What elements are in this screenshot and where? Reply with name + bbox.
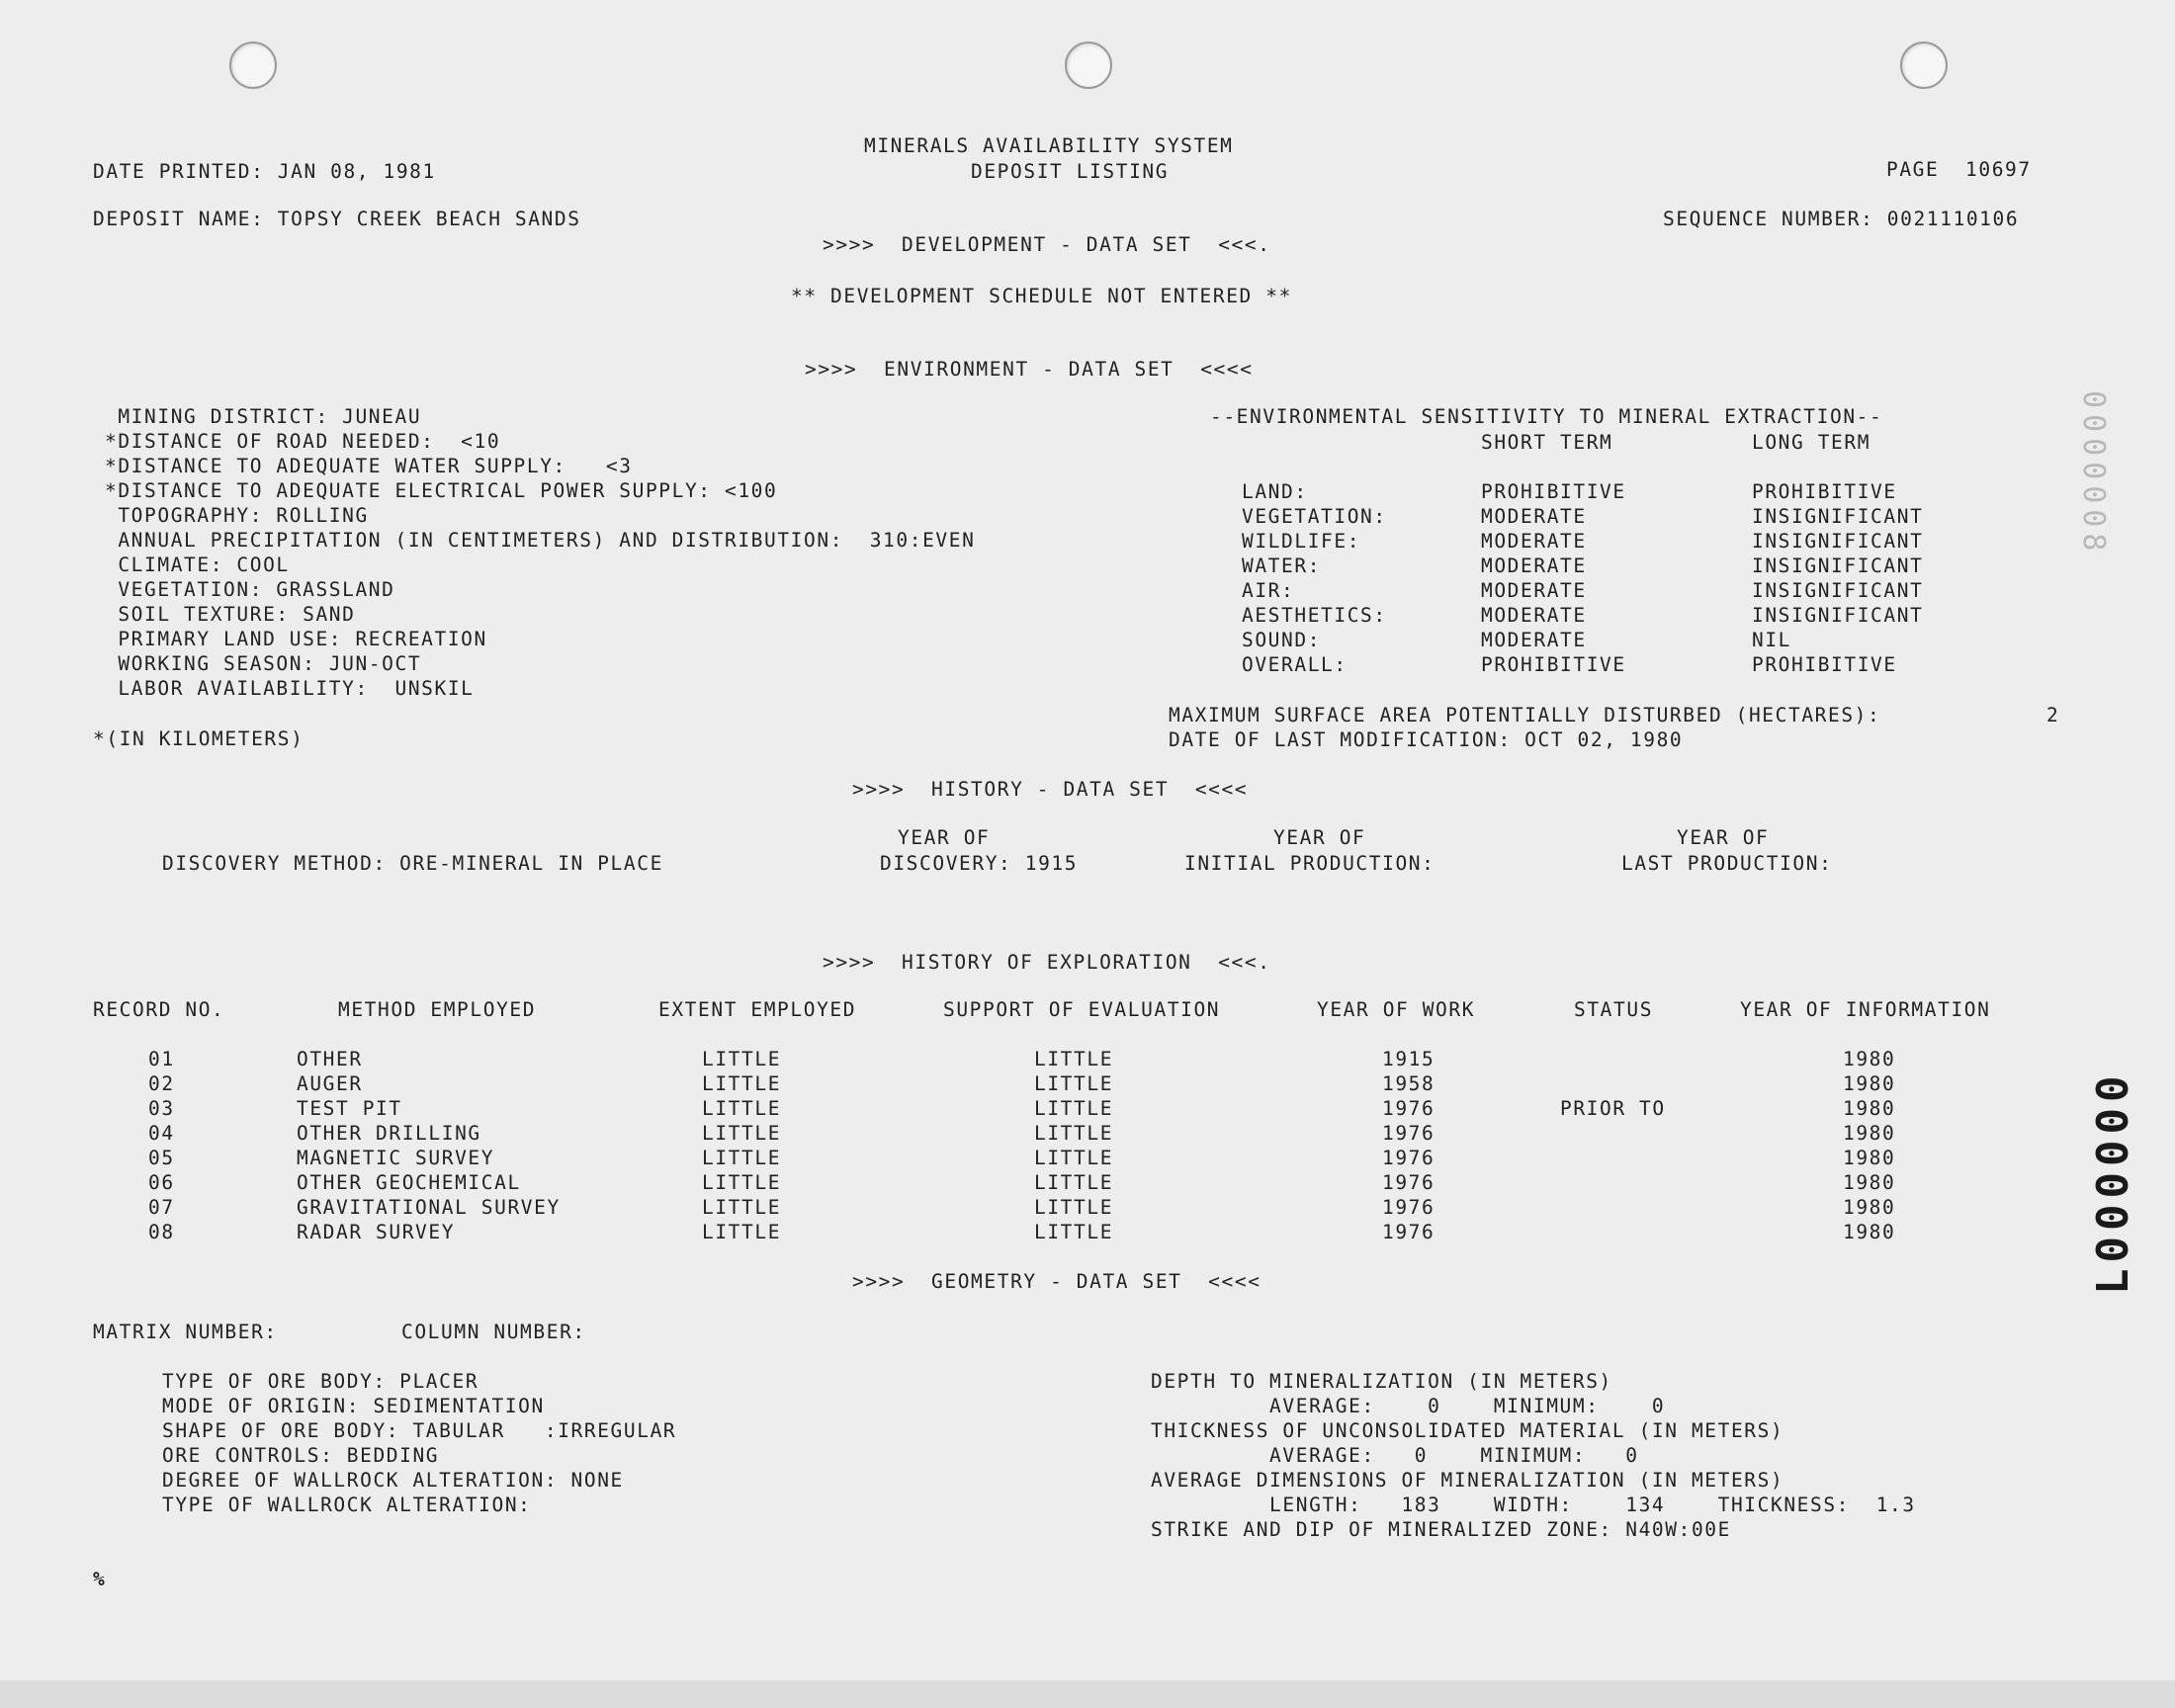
extent-cell: LITTLE (702, 1097, 782, 1120)
year-info-cell: 1980 (1843, 1122, 1896, 1145)
sensitivity-long: PROHIBITIVE (1752, 480, 1897, 503)
method-cell: TEST PIT (297, 1097, 402, 1120)
record-no-cell: 04 (148, 1122, 175, 1145)
record-no-cell: 06 (148, 1171, 175, 1194)
col-support: SUPPORT OF EVALUATION (943, 998, 1221, 1021)
sensitivity-short: PROHIBITIVE (1481, 653, 1626, 676)
sensitivity-label: OVERALL: (1242, 653, 1348, 676)
year-info-cell: 1980 (1843, 1147, 1896, 1169)
support-cell: LITTLE (1034, 1072, 1114, 1095)
year-of-last-label: YEAR OF (1677, 826, 1770, 849)
method-cell: GRAVITATIONAL SURVEY (297, 1196, 561, 1219)
geometry-line: LENGTH: 183 WIDTH: 134 THICKNESS: 1.3 (1151, 1494, 1916, 1516)
geometry-line: ORE CONTROLS: BEDDING (162, 1444, 440, 1467)
year-work-cell: 1976 (1382, 1221, 1436, 1243)
year-info-cell: 1980 (1843, 1171, 1896, 1194)
page-bottom-margin (0, 1680, 2175, 1708)
development-note: ** DEVELOPMENT SCHEDULE NOT ENTERED ** (791, 285, 1292, 307)
col-year-work: YEAR OF WORK (1317, 998, 1476, 1021)
column-number: COLUMN NUMBER: (401, 1321, 586, 1343)
env-line: MINING DISTRICT: JUNEAU (105, 405, 422, 428)
year-work-cell: 1958 (1382, 1072, 1436, 1095)
sensitivity-short: MODERATE (1481, 579, 1587, 602)
year-of-initial-label: YEAR OF (1273, 826, 1366, 849)
geometry-line: MODE OF ORIGIN: SEDIMENTATION (162, 1395, 545, 1417)
sensitivity-short: MODERATE (1481, 505, 1587, 528)
method-cell: RADAR SURVEY (297, 1221, 456, 1243)
sensitivity-short: MODERATE (1481, 604, 1587, 627)
extent-cell: LITTLE (702, 1072, 782, 1095)
last-modified: DATE OF LAST MODIFICATION: OCT 02, 1980 (1169, 728, 1684, 751)
year-work-cell: 1976 (1382, 1097, 1436, 1120)
extent-cell: LITTLE (702, 1196, 782, 1219)
support-cell: LITTLE (1034, 1122, 1114, 1145)
method-cell: OTHER (297, 1048, 363, 1070)
page-number: PAGE 10697 (1886, 158, 2032, 181)
geometry-line: DEPTH TO MINERALIZATION (IN METERS) (1151, 1370, 1612, 1393)
sensitivity-label: WATER: (1242, 555, 1322, 577)
short-term-label: SHORT TERM (1481, 431, 1613, 454)
support-cell: LITTLE (1034, 1221, 1114, 1243)
record-no-cell: 07 (148, 1196, 175, 1219)
matrix-number: MATRIX NUMBER: (93, 1321, 278, 1343)
environment-heading: >>>> ENVIRONMENT - DATA SET <<<< (805, 358, 1254, 381)
env-line: TOPOGRAPHY: ROLLING (105, 504, 369, 527)
year-info-cell: 1980 (1843, 1221, 1896, 1243)
sensitivity-short: MODERATE (1481, 629, 1587, 651)
support-cell: LITTLE (1034, 1171, 1114, 1194)
env-line: CLIMATE: COOL (105, 554, 290, 576)
env-line: LABOR AVAILABILITY: UNSKIL (105, 677, 475, 700)
method-cell: AUGER (297, 1072, 363, 1095)
discovery-year: DISCOVERY: 1915 (880, 852, 1079, 875)
sensitivity-short: MODERATE (1481, 530, 1587, 553)
year-work-cell: 1976 (1382, 1171, 1436, 1194)
sensitivity-label: WILDLIFE: (1242, 530, 1361, 553)
env-line: *DISTANCE OF ROAD NEEDED: <10 (105, 430, 501, 453)
year-work-cell: 1976 (1382, 1147, 1436, 1169)
col-method: METHOD EMPLOYED (338, 998, 537, 1021)
sensitivity-long: INSIGNIFICANT (1752, 505, 1924, 528)
max-area-value: 2 (2046, 704, 2060, 726)
initial-production: INITIAL PRODUCTION: (1184, 852, 1436, 875)
footer-mark: % (93, 1568, 107, 1590)
env-line: *DISTANCE TO ADEQUATE ELECTRICAL POWER SUPPLY: <100 (105, 479, 778, 502)
sensitivity-title: --ENVIRONMENTAL SENSITIVITY TO MINERAL EXTRACTION-- (1210, 405, 1883, 428)
extent-cell: LITTLE (702, 1171, 782, 1194)
year-of-discovery-label: YEAR OF (898, 826, 991, 849)
dark-sequence-stamp: L000000 (2088, 1069, 2138, 1295)
listing-title: DEPOSIT LISTING (971, 160, 1170, 183)
extent-cell: LITTLE (702, 1122, 782, 1145)
geometry-line: TYPE OF WALLROCK ALTERATION: (162, 1494, 532, 1516)
extent-cell: LITTLE (702, 1147, 782, 1169)
year-work-cell: 1976 (1382, 1122, 1436, 1145)
record-no-cell: 01 (148, 1048, 175, 1070)
year-work-cell: 1976 (1382, 1196, 1436, 1219)
punch-hole-left-icon (229, 42, 277, 89)
geometry-line: AVERAGE DIMENSIONS OF MINERALIZATION (IN METERS) (1151, 1469, 1784, 1492)
geometry-heading: >>>> GEOMETRY - DATA SET <<<< (852, 1270, 1262, 1293)
sensitivity-label: SOUND: (1242, 629, 1322, 651)
extent-cell: LITTLE (702, 1048, 782, 1070)
support-cell: LITTLE (1034, 1147, 1114, 1169)
support-cell: LITTLE (1034, 1196, 1114, 1219)
discovery-method: DISCOVERY METHOD: ORE-MINERAL IN PLACE (162, 852, 663, 875)
year-work-cell: 1915 (1382, 1048, 1436, 1070)
geometry-line: AVERAGE: 0 MINIMUM: 0 (1151, 1395, 1666, 1417)
extent-cell: LITTLE (702, 1221, 782, 1243)
geometry-line: STRIKE AND DIP OF MINERALIZED ZONE: N40W:00E (1151, 1518, 1731, 1541)
geometry-line: TYPE OF ORE BODY: PLACER (162, 1370, 479, 1393)
env-line: ANNUAL PRECIPITATION (IN CENTIMETERS) AND DISTRIBUTION: 310:EVEN (105, 529, 976, 552)
sensitivity-label: AESTHETICS: (1242, 604, 1387, 627)
sensitivity-short: MODERATE (1481, 555, 1587, 577)
env-line: WORKING SEASON: JUN-OCT (105, 652, 422, 675)
col-record-no: RECORD NO. (93, 998, 225, 1021)
sensitivity-long: NIL (1752, 629, 1792, 651)
col-year-info: YEAR OF INFORMATION (1740, 998, 1991, 1021)
system-title: MINERALS AVAILABILITY SYSTEM (864, 134, 1234, 157)
geometry-line: SHAPE OF ORE BODY: TABULAR :IRREGULAR (162, 1419, 677, 1442)
sensitivity-long: INSIGNIFICANT (1752, 555, 1924, 577)
year-info-cell: 1980 (1843, 1072, 1896, 1095)
year-info-cell: 1980 (1843, 1048, 1896, 1070)
sensitivity-long: INSIGNIFICANT (1752, 604, 1924, 627)
support-cell: LITTLE (1034, 1048, 1114, 1070)
sequence-number: SEQUENCE NUMBER: 0021110106 (1663, 208, 2020, 230)
sensitivity-long: PROHIBITIVE (1752, 653, 1897, 676)
exploration-heading: >>>> HISTORY OF EXPLORATION <<<. (823, 951, 1271, 974)
date-printed: DATE PRINTED: JAN 08, 1981 (93, 160, 436, 183)
geometry-line: AVERAGE: 0 MINIMUM: 0 (1151, 1444, 1639, 1467)
record-no-cell: 08 (148, 1221, 175, 1243)
development-heading: >>>> DEVELOPMENT - DATA SET <<<. (823, 233, 1271, 256)
punch-hole-center-icon (1065, 42, 1112, 89)
light-sequence-stamp: 0000008 (2076, 390, 2111, 557)
punch-hole-right-icon (1900, 42, 1948, 89)
record-no-cell: 05 (148, 1147, 175, 1169)
sensitivity-short: PROHIBITIVE (1481, 480, 1626, 503)
col-extent: EXTENT EMPLOYED (658, 998, 857, 1021)
sensitivity-label: LAND: (1242, 480, 1308, 503)
kilometers-footnote: *(IN KILOMETERS) (93, 727, 304, 750)
geometry-line: DEGREE OF WALLROCK ALTERATION: NONE (162, 1469, 624, 1492)
env-line: PRIMARY LAND USE: RECREATION (105, 628, 487, 650)
record-no-cell: 02 (148, 1072, 175, 1095)
env-line: VEGETATION: GRASSLAND (105, 578, 395, 601)
sensitivity-long: INSIGNIFICANT (1752, 579, 1924, 602)
support-cell: LITTLE (1034, 1097, 1114, 1120)
geometry-line: THICKNESS OF UNCONSOLIDATED MATERIAL (IN METERS) (1151, 1419, 1784, 1442)
deposit-name: DEPOSIT NAME: TOPSY CREEK BEACH SANDS (93, 208, 581, 230)
status-cell: PRIOR TO (1560, 1097, 1666, 1120)
env-line: *DISTANCE TO ADEQUATE WATER SUPPLY: <3 (105, 455, 633, 477)
method-cell: OTHER DRILLING (297, 1122, 481, 1145)
year-info-cell: 1980 (1843, 1097, 1896, 1120)
method-cell: OTHER GEOCHEMICAL (297, 1171, 521, 1194)
year-info-cell: 1980 (1843, 1196, 1896, 1219)
env-line: SOIL TEXTURE: SAND (105, 603, 356, 626)
last-production: LAST PRODUCTION: (1621, 852, 1833, 875)
col-status: STATUS (1574, 998, 1654, 1021)
history-heading: >>>> HISTORY - DATA SET <<<< (852, 778, 1249, 801)
sensitivity-label: VEGETATION: (1242, 505, 1387, 528)
long-term-label: LONG TERM (1752, 431, 1871, 454)
max-area-label: MAXIMUM SURFACE AREA POTENTIALLY DISTURBED (HECTARES): (1169, 704, 1881, 726)
method-cell: MAGNETIC SURVEY (297, 1147, 495, 1169)
sensitivity-long: INSIGNIFICANT (1752, 530, 1924, 553)
sensitivity-label: AIR: (1242, 579, 1295, 602)
record-no-cell: 03 (148, 1097, 175, 1120)
